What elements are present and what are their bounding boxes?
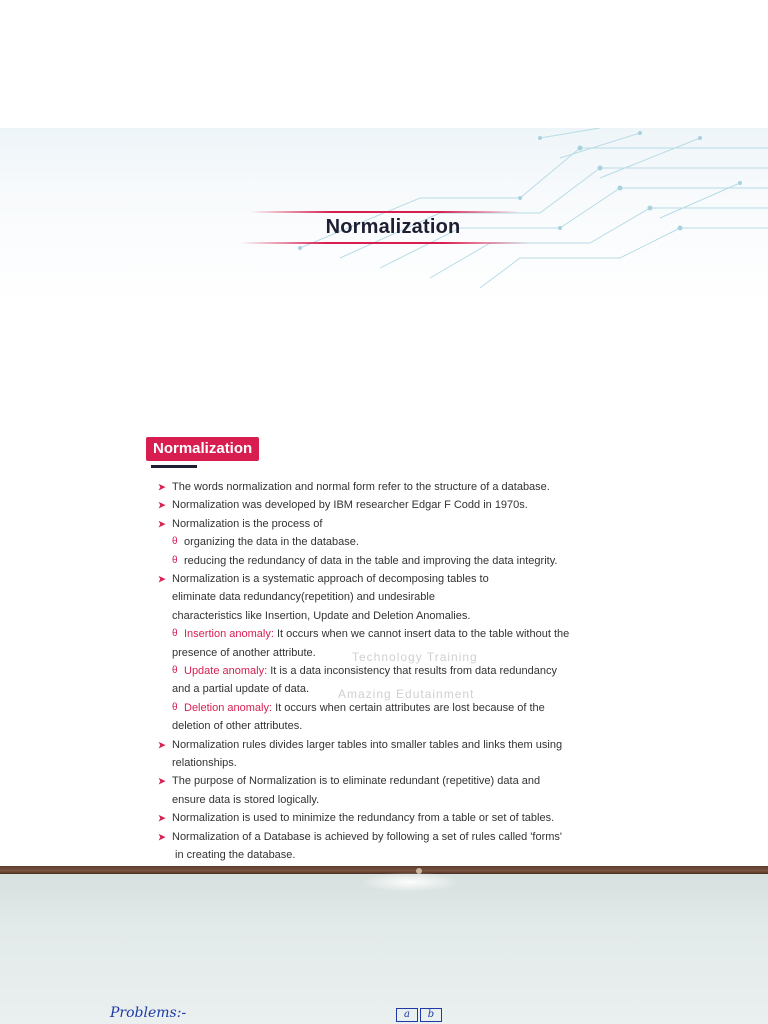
- list-item-text: It occurs when certain attributes are lost because of the: [272, 701, 545, 714]
- anomaly-term: Insertion anomaly:: [184, 628, 274, 641]
- list-item-text: Normalization of a Database is achieved by following a set of rules called 'forms': [172, 830, 563, 843]
- arrow-bullet-icon: ➤: [158, 831, 166, 842]
- list-item-text: ensure data is stored logically.: [172, 793, 320, 806]
- anomaly-term: Update anomaly:: [184, 665, 268, 677]
- list-item-continuation: [172, 756, 237, 770]
- handwritten-table-cell: a: [396, 1008, 418, 1022]
- list-item-continuation: [172, 793, 319, 807]
- list-item: [158, 572, 489, 586]
- list-item-text: and a partial update of data.: [172, 683, 309, 696]
- content-list: [0, 304, 768, 866]
- sub-list-item: [172, 701, 545, 715]
- sub-list-item: [172, 554, 558, 568]
- list-item-text: Normalization is a systematic approach of decomposing tables to: [172, 573, 489, 585]
- arrow-bullet-icon: ➤: [158, 518, 166, 529]
- list-item-text: It occurs when we cannot insert data to the table without the: [273, 628, 570, 641]
- sub-list-item: [172, 627, 570, 641]
- sub-bullet-icon: θ: [172, 554, 178, 566]
- list-item-text: presence of another attribute.: [172, 646, 316, 659]
- list-item-text: organizing the data in the database.: [184, 536, 359, 549]
- list-item-text: Normalization rules divides larger tables into smaller tables and links them using: [172, 738, 563, 751]
- list-item-text: Normalization was developed by IBM researcher Edgar F Codd in 1970s.: [172, 499, 528, 512]
- list-item: [158, 811, 555, 825]
- arrow-bullet-icon: ➤: [158, 500, 166, 511]
- list-item-continuation: [172, 590, 435, 604]
- list-item-text: deletion of other attributes.: [172, 720, 303, 733]
- title-decoration-line-bottom: [240, 242, 530, 244]
- slide-title: Normalization: [325, 216, 461, 238]
- list-item-text: The words normalization and normal form refer to the structure of a database.: [172, 481, 550, 493]
- sub-bullet-icon: θ: [172, 628, 178, 640]
- sub-list-item: [172, 535, 359, 549]
- title-decoration-line-top: [250, 211, 520, 213]
- watermark-line-1: Technology Training: [352, 650, 478, 664]
- list-item: [158, 498, 528, 512]
- whiteboard: [0, 866, 768, 1024]
- list-item-continuation: [172, 682, 309, 696]
- list-item-continuation: [172, 646, 316, 660]
- list-item-continuation: [175, 848, 295, 862]
- list-item: [158, 480, 550, 494]
- sub-bullet-icon: θ: [172, 701, 178, 713]
- list-item-text: relationships.: [172, 757, 237, 769]
- arrow-bullet-icon: ➤: [158, 776, 166, 787]
- whiteboard-light-glare: [360, 872, 460, 892]
- list-item: [158, 738, 563, 752]
- sub-list-item: [172, 664, 557, 678]
- arrow-bullet-icon: ➤: [158, 482, 166, 492]
- content-slide: [0, 304, 768, 866]
- arrow-bullet-icon: ➤: [158, 574, 166, 584]
- list-item-continuation: [172, 719, 302, 733]
- whiteboard-screw: [416, 868, 422, 874]
- arrow-bullet-icon: ➤: [158, 813, 166, 824]
- anomaly-term: Deletion anomaly:: [184, 701, 273, 714]
- handwritten-heading: Problems:-: [110, 1005, 187, 1021]
- list-item-text: It is a data inconsistency that results from data redundancy: [267, 665, 557, 677]
- list-item-text: in creating the database.: [175, 849, 296, 861]
- list-item-text: The purpose of Normalization is to eliminate redundant (repetitive) data and: [172, 775, 541, 788]
- handwritten-table-cell: b: [420, 1008, 442, 1022]
- list-item: [158, 830, 563, 844]
- arrow-bullet-icon: ➤: [158, 739, 166, 750]
- list-item-text: Normalization is used to minimize the redundancy from a table or set of tables.: [172, 812, 555, 825]
- list-item-text: eliminate data redundancy(repetition) and undesirable: [172, 591, 435, 604]
- list-item-text: reducing the redundancy of data in the table and improving the data integrity.: [184, 554, 558, 567]
- section-title-badge: Normalization: [146, 437, 259, 461]
- list-item: [158, 517, 323, 531]
- sub-bullet-icon: θ: [172, 536, 178, 548]
- watermark-line-2: Amazing Edutainment: [338, 687, 475, 701]
- list-item-text: Normalization is the process of: [172, 517, 323, 530]
- list-item: [158, 774, 541, 788]
- list-item-continuation: [172, 609, 470, 623]
- title-slide: [0, 128, 768, 304]
- list-item-text: characteristics like Insertion, Update and Deletion Anomalies.: [172, 609, 471, 622]
- sub-bullet-icon: θ: [172, 665, 178, 676]
